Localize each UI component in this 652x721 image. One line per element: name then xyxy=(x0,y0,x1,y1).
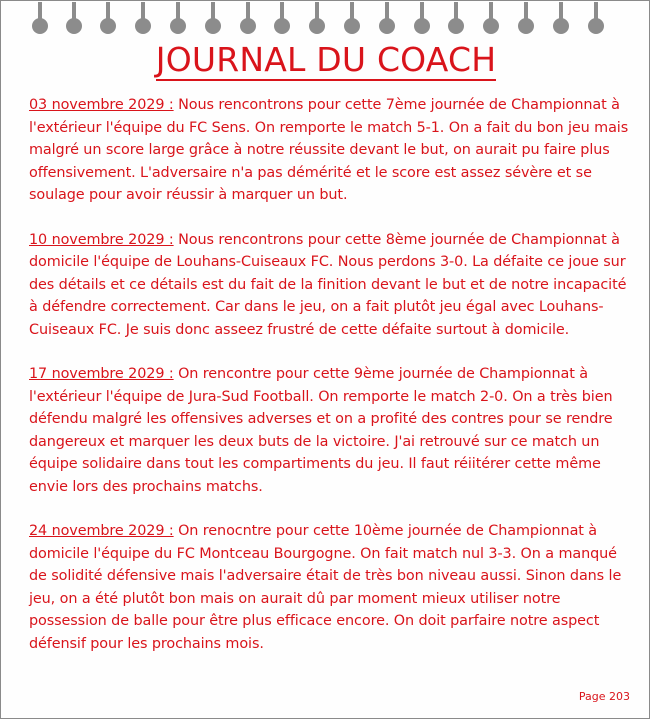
journal-entries xyxy=(29,94,631,677)
binder-ring xyxy=(344,18,360,34)
entry-text: Nous rencontrons pour cette 8ème journée de Championnat à domicile l'équipe de Louhans-Cuiseaux FC. Nous perdons 3-0. La défaite ce joue sur des détails et ce détails est du fait de la finition devant le but et de notre incapacité à défendre correctement. Car dans le jeu, on a fait plutôt jeu égal avec Louhans-Cuiseaux FC. Je suis donc asseez frustré de cette défaite surtout à domicile. xyxy=(29,231,627,338)
journal-entry xyxy=(29,229,631,342)
binder-ring xyxy=(448,18,464,34)
binder-ring xyxy=(414,18,430,34)
page-title-text: JOURNAL DU COACH xyxy=(155,40,497,79)
journal-entry xyxy=(29,520,631,655)
page-title xyxy=(0,38,652,82)
entry-text: Nous rencontrons pour cette 7ème journée de Championnat à l'extérieur l'équipe du FC Sens. On remporte le match 5-1. On a fait du bon jeu mais malgré un score large grâce à notre réussite devant le but, on aurait pu faire plus offensivement. L'adversaire n'a pas démérité et le score est assez sévère et se soulage pour avoir réussir à marquer un but. xyxy=(29,97,629,203)
binder-ring xyxy=(553,18,569,34)
binder-ring xyxy=(32,18,48,34)
binder-ring xyxy=(100,18,116,34)
binder-ring xyxy=(309,18,325,34)
entry-date: 03 novembre 2029 : xyxy=(29,97,174,113)
binder-ring xyxy=(379,18,395,34)
binder-rings xyxy=(0,0,652,40)
journal-entry xyxy=(29,363,631,498)
journal-entry xyxy=(29,94,631,207)
binder-ring xyxy=(240,18,256,34)
binder-ring xyxy=(483,18,499,34)
entry-date: 17 novembre 2029 : xyxy=(29,366,174,382)
binder-ring xyxy=(170,18,186,34)
binder-ring xyxy=(588,18,604,34)
entry-text: On renocntre pour cette 10ème journée de Championnat à domicile l'équipe du FC Montceau Bourgogne. On fait match nul 3-3. On a manqué de solidité défensive mais l'adversaire était de très bon niveau aussi. Sinon dans le jeu, on a été plutôt bon mais on aurait dû par moment mieux utiliser notre possession de balle pour être plus efficace encore. On doit parfaire notre aspect défensif pour les prochains mois. xyxy=(29,523,622,652)
binder-ring xyxy=(205,18,221,34)
entry-date: 24 novembre 2029 : xyxy=(29,523,174,539)
binder-ring xyxy=(274,18,290,34)
page-number: Page 203 xyxy=(578,690,630,703)
entry-text: On rencontre pour cette 9ème journée de Championnat à l'extérieur l'équipe de Jura-Sud Football. On remporte le match 2-0. On a très bien défendu malgré les offensives adverses et on a profité des contres pour se rendre dangereux et marquer les deux buts de la victoire. J'ai retrouvé sur ce match un équipe solidaire dans tout les compartiments du jeu. Il faut réiitérer cette même envie lors des prochains matchs. xyxy=(29,366,613,495)
binder-ring xyxy=(135,18,151,34)
binder-ring xyxy=(66,18,82,34)
entry-date: 10 novembre 2029 : xyxy=(29,231,174,248)
binder-ring xyxy=(518,18,534,34)
